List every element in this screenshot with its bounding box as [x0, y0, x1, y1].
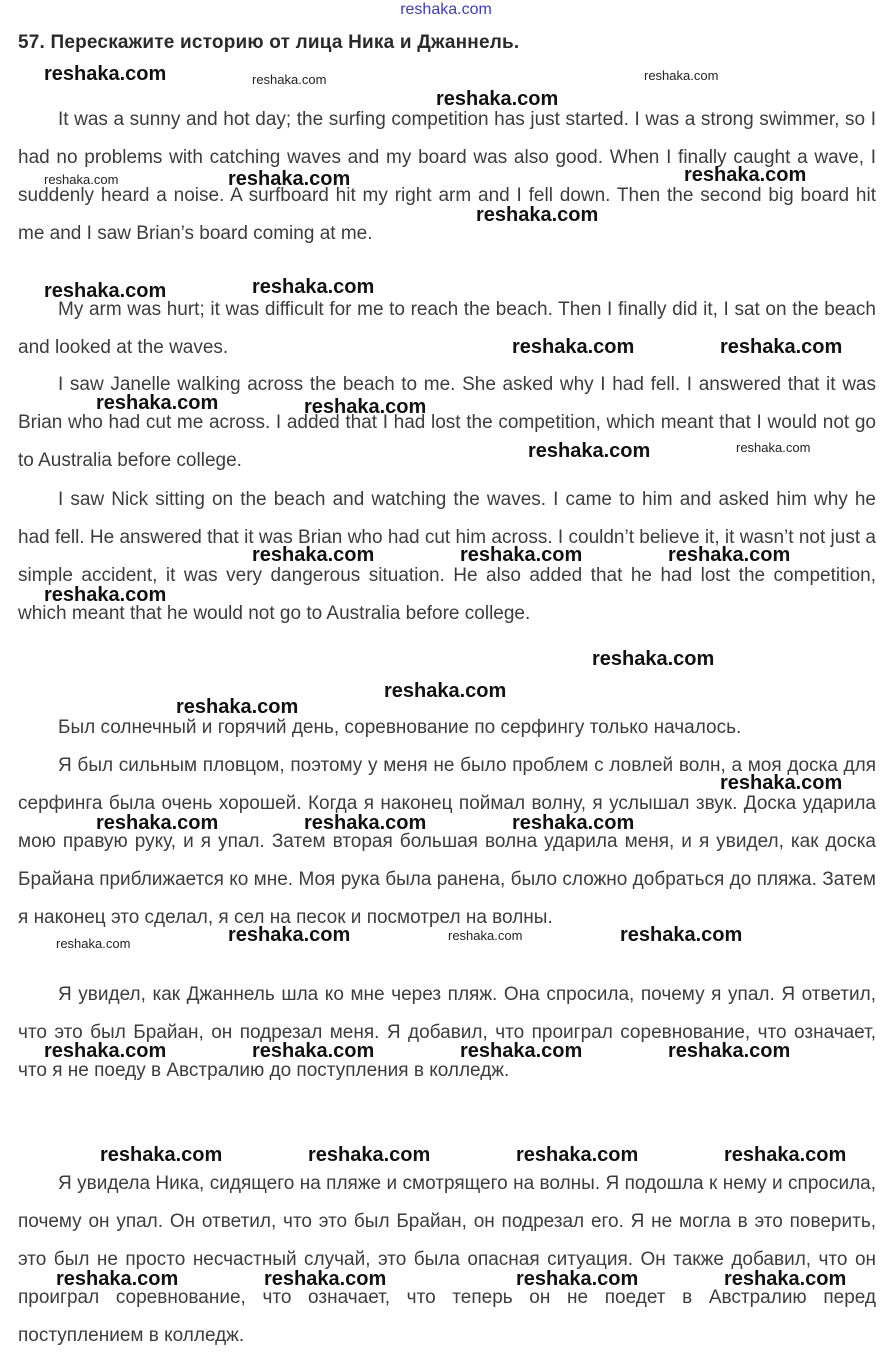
watermark: reshaka.com: [176, 696, 299, 718]
watermark: reshaka.com: [44, 280, 167, 302]
russian-paragraph-4: Я увидела Ника, сидящего на пляже и смотрящего на волны. Я подошла к нему и спросила, почему он упал. Он ответил, что это был Брайан, он подрезал его. Я не могла в это поверить, это был не просто несчастный случай, это была опасная ситуация. Он также добавил, что он проиграл соревнование, что означает, что теперь он не поедет в Австралию перед поступлением в колледж.: [18, 1173, 876, 1346]
site-header: reshaka.com: [400, 1, 492, 18]
watermark: reshaka.com: [668, 1040, 791, 1062]
watermark: reshaka.com: [516, 1268, 639, 1290]
watermark: reshaka.com: [476, 204, 599, 226]
watermark: reshaka.com: [308, 1144, 431, 1166]
watermark: reshaka.com: [252, 544, 375, 566]
watermark: reshaka.com: [100, 1144, 223, 1166]
watermark: reshaka.com: [668, 544, 791, 566]
english-paragraph-3: I saw Janelle walking across the beach to me. She asked why I had fell. I answered that it was Brian who had cut me across. I added that I had lost the competition, which meant that I would not go to Australia before college.: [18, 374, 876, 471]
watermark: reshaka.com: [644, 68, 719, 83]
watermark: reshaka.com: [460, 544, 583, 566]
russian-paragraph-3: Я увидел, как Джаннель шла ко мне через пляж. Она спросила, почему я упал. Я ответил, что это был Брайан, он подрезал меня. Я добавил, что проиграл соревнование, что означает, что я не поеду в Австралию до поступления в колледж.: [18, 984, 876, 1081]
russian-paragraph-1: Был солнечный и горячий день, соревнование по серфингу только началось.: [58, 717, 742, 738]
watermark: reshaka.com: [44, 172, 119, 187]
watermark: reshaka.com: [304, 812, 427, 834]
watermark: reshaka.com: [720, 772, 843, 794]
watermark: reshaka.com: [96, 812, 219, 834]
watermark: reshaka.com: [592, 648, 715, 670]
watermark: reshaka.com: [44, 63, 167, 85]
watermark: reshaka.com: [448, 928, 523, 943]
watermark: reshaka.com: [512, 812, 635, 834]
english-paragraph-2: My arm was hurt; it was difficult for me to reach the beach. Then I finally did it, I sat on the beach and looked at the waves.: [18, 299, 876, 358]
watermark: reshaka.com: [736, 440, 811, 455]
watermark: reshaka.com: [252, 276, 375, 298]
watermark: reshaka.com: [528, 440, 651, 462]
watermark: reshaka.com: [724, 1268, 847, 1290]
watermark: reshaka.com: [724, 1144, 847, 1166]
watermark: reshaka.com: [516, 1144, 639, 1166]
watermark: reshaka.com: [512, 336, 635, 358]
watermark: reshaka.com: [56, 936, 131, 951]
watermark: reshaka.com: [384, 680, 507, 702]
watermark: reshaka.com: [96, 392, 219, 414]
watermark: reshaka.com: [304, 396, 427, 418]
watermark: reshaka.com: [620, 924, 743, 946]
watermark: reshaka.com: [252, 1040, 375, 1062]
english-paragraph-1: It was a sunny and hot day; the surfing competition has just started. I was a strong swimmer, so I had no problems with catching waves and my board was also good. When I finally caught a wave, I suddenly heard a noise. A surfboard hit my right arm and I fell down. Then the second big board hit me and I saw Brian’s board coming at me.: [18, 109, 876, 244]
watermark: reshaka.com: [56, 1268, 179, 1290]
watermark: reshaka.com: [228, 168, 351, 190]
watermark: reshaka.com: [252, 72, 327, 87]
watermark: reshaka.com: [264, 1268, 387, 1290]
watermark: reshaka.com: [44, 584, 167, 606]
watermark: reshaka.com: [44, 1040, 167, 1062]
russian-paragraph-2: Я был сильным пловцом, поэтому у меня не было проблем с ловлей волн, а моя доска для серфинга была очень хорошей. Когда я наконец поймал волну, я услышал звук. Доска ударила мою правую руку, и я упал. Затем вторая большая волна ударила меня, и я увидел, как доска Брайана приближается ко мне. Моя рука была ранена, было сложно добраться до пляжа. Затем я наконец это сделал, я сел на песок и посмотрел на волны.: [18, 755, 876, 928]
watermark: reshaka.com: [228, 924, 351, 946]
exercise-title: 57. Перескажите историю от лица Ника и Джаннель.: [18, 32, 520, 53]
english-paragraph-4: I saw Nick sitting on the beach and watching the waves. I came to him and asked him why he had fell. He answered that it was Brian who had cut him across. I couldn’t believe it, it wasn’t not just a simple accident, it was very dangerous situation. He also added that he had lost the competition, which meant that he would not go to Australia before college.: [18, 489, 876, 624]
watermark: reshaka.com: [460, 1040, 583, 1062]
watermark: reshaka.com: [436, 88, 559, 110]
watermark: reshaka.com: [720, 336, 843, 358]
watermark: reshaka.com: [684, 164, 807, 186]
